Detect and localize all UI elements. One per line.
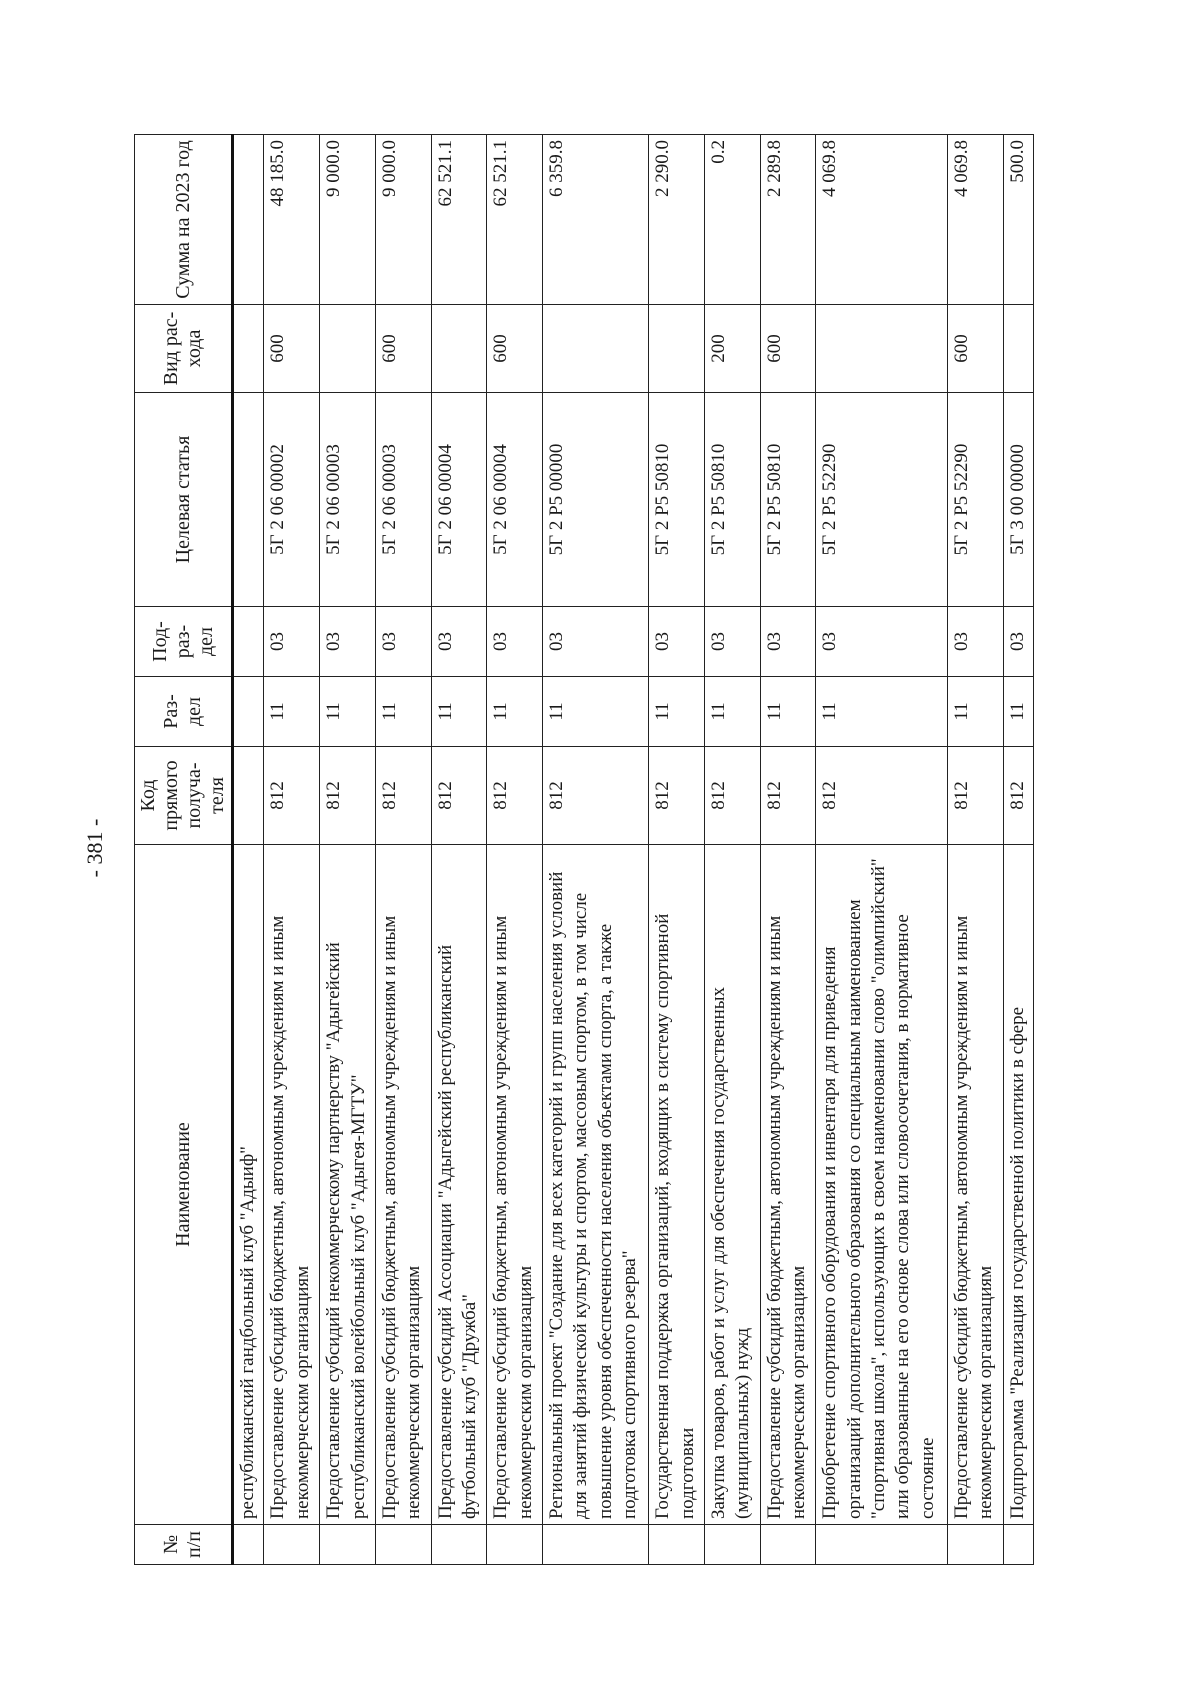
cell-section: 11	[649, 677, 705, 747]
cell-expense-type	[649, 305, 705, 393]
cell-name: Государственная поддержка организаций, входящих в систему спортивной подготовки	[649, 845, 705, 1525]
cell-section: 11	[760, 677, 816, 747]
table-row	[264, 135, 320, 1565]
header-name: Наименование	[135, 845, 233, 1525]
cell-expense-type: 200	[704, 305, 760, 393]
cell-expense-type: 600	[264, 305, 320, 393]
cell-num	[320, 1525, 376, 1565]
cell-section: 11	[375, 677, 431, 747]
cell-recipient-code: 812	[543, 747, 649, 845]
cell-name: Закупка товаров, работ и услуг для обеспечения государственных (муниципальных) нужд	[704, 845, 760, 1525]
cell-subsection: 03	[704, 607, 760, 677]
table-row	[431, 135, 487, 1565]
cell-target-article: 5Г 2 Р5 50810	[649, 393, 705, 607]
cell-amount: 4 069.8	[816, 135, 947, 305]
cell-expense-type	[816, 305, 947, 393]
cell-target-article: 5Г 2 Р5 52290	[816, 393, 947, 607]
cell-section: 11	[816, 677, 947, 747]
cell-amount: 2 289.8	[760, 135, 816, 305]
cell-subsection: 03	[320, 607, 376, 677]
cell-name: Предоставление субсидий бюджетным, автономным учреждениям и иным некоммерческим организациям	[487, 845, 543, 1525]
cell-subsection: 03	[431, 607, 487, 677]
cell-recipient-code	[233, 747, 264, 845]
header-expense-type: Вид рас- хода	[135, 305, 233, 393]
cell-section	[233, 677, 264, 747]
cell-target-article	[233, 393, 264, 607]
cell-recipient-code: 812	[704, 747, 760, 845]
table-body	[233, 135, 1034, 1565]
cell-name: Предоставление субсидий некоммерческому партнерству "Адыгейский республиканский волейбольный клуб "Адыгея-МГТУ"	[320, 845, 376, 1525]
table-row	[816, 135, 947, 1565]
cell-recipient-code: 812	[264, 747, 320, 845]
cell-target-article: 5Г 2 06 00002	[264, 393, 320, 607]
cell-target-article: 5Г 3 00 00000	[1003, 393, 1034, 607]
cell-num	[487, 1525, 543, 1565]
cell-subsection: 03	[816, 607, 947, 677]
cell-recipient-code: 812	[487, 747, 543, 845]
cell-expense-type: 600	[760, 305, 816, 393]
cell-amount: 62 521.1	[431, 135, 487, 305]
table-row	[487, 135, 543, 1565]
rotated-table-container	[134, 135, 1034, 1565]
cell-recipient-code: 812	[320, 747, 376, 845]
cell-num	[1003, 1525, 1034, 1565]
cell-expense-type: 600	[487, 305, 543, 393]
cell-subsection: 03	[649, 607, 705, 677]
table-row	[649, 135, 705, 1565]
cell-num	[947, 1525, 1003, 1565]
cell-amount: 500.0	[1003, 135, 1034, 305]
table-row	[704, 135, 760, 1565]
cell-num	[543, 1525, 649, 1565]
cell-subsection: 03	[760, 607, 816, 677]
cell-subsection: 03	[487, 607, 543, 677]
cell-subsection: 03	[264, 607, 320, 677]
cell-recipient-code: 812	[760, 747, 816, 845]
cell-target-article: 5Г 2 Р5 50810	[760, 393, 816, 607]
cell-expense-type	[320, 305, 376, 393]
cell-target-article: 5Г 2 06 00004	[431, 393, 487, 607]
cell-subsection: 03	[375, 607, 431, 677]
cell-amount: 2 290.0	[649, 135, 705, 305]
cell-recipient-code: 812	[431, 747, 487, 845]
cell-num	[375, 1525, 431, 1565]
header-subsection: Под- раз- дел	[135, 607, 233, 677]
cell-recipient-code: 812	[375, 747, 431, 845]
cell-num	[816, 1525, 947, 1565]
table-header-row	[135, 135, 233, 1565]
table-row	[320, 135, 376, 1565]
budget-table	[134, 134, 1034, 1565]
cell-target-article: 5Г 2 06 00003	[320, 393, 376, 607]
cell-expense-type: 600	[947, 305, 1003, 393]
header-amount: Сумма на 2023 год	[135, 135, 233, 305]
cell-amount: 4 069.8	[947, 135, 1003, 305]
cell-name: республиканский гандбольный клуб "Адыиф"	[233, 845, 264, 1525]
cell-subsection: 03	[1003, 607, 1034, 677]
cell-expense-type	[431, 305, 487, 393]
table-row	[947, 135, 1003, 1565]
table-row	[543, 135, 649, 1565]
cell-name: Предоставление субсидий Ассоциации "Адыгейский республиканский футбольный клуб "Дружба"	[431, 845, 487, 1525]
header-num: № п/п	[135, 1525, 233, 1565]
page-number: - 381 -	[82, 818, 107, 878]
cell-expense-type	[233, 305, 264, 393]
cell-amount: 0.2	[704, 135, 760, 305]
cell-target-article: 5Г 2 Р5 52290	[947, 393, 1003, 607]
cell-subsection: 03	[947, 607, 1003, 677]
cell-num	[704, 1525, 760, 1565]
cell-amount: 9 000.0	[320, 135, 376, 305]
cell-section: 11	[543, 677, 649, 747]
cell-amount	[233, 135, 264, 305]
cell-target-article: 5Г 2 Р5 50810	[704, 393, 760, 607]
cell-target-article: 5Г 2 Р5 00000	[543, 393, 649, 607]
cell-amount: 6 359.8	[543, 135, 649, 305]
cell-section: 11	[320, 677, 376, 747]
cell-name: Предоставление субсидий бюджетным, автономным учреждениям и иным некоммерческим организациям	[947, 845, 1003, 1525]
cell-recipient-code: 812	[816, 747, 947, 845]
cell-expense-type: 600	[375, 305, 431, 393]
cell-num	[431, 1525, 487, 1565]
cell-num	[233, 1525, 264, 1565]
cell-recipient-code: 812	[649, 747, 705, 845]
cell-section: 11	[487, 677, 543, 747]
cell-num	[264, 1525, 320, 1565]
cell-target-article: 5Г 2 06 00004	[487, 393, 543, 607]
cell-section: 11	[704, 677, 760, 747]
cell-num	[649, 1525, 705, 1565]
cell-recipient-code: 812	[1003, 747, 1034, 845]
cell-name: Региональный проект "Создание для всех категорий и групп населения условий для занятий физической культуры и спортом, массовым спортом, в том числе повышение уровня обеспеченности населения объектами спорта, а также подготовка спортивного резерва"	[543, 845, 649, 1525]
cell-section: 11	[947, 677, 1003, 747]
cell-name: Предоставление субсидий бюджетным, автономным учреждениям и иным некоммерческим организациям	[375, 845, 431, 1525]
cell-amount: 48 185.0	[264, 135, 320, 305]
cell-subsection	[233, 607, 264, 677]
header-target-article: Целевая статья	[135, 393, 233, 607]
header-recipient-code: Код прямого получа- теля	[135, 747, 233, 845]
cell-amount: 62 521.1	[487, 135, 543, 305]
cell-amount: 9 000.0	[375, 135, 431, 305]
cell-section: 11	[431, 677, 487, 747]
cell-num	[760, 1525, 816, 1565]
header-section: Раз- дел	[135, 677, 233, 747]
cell-expense-type	[1003, 305, 1034, 393]
cell-name: Предоставление субсидий бюджетным, автономным учреждениям и иным некоммерческим организациям	[264, 845, 320, 1525]
cell-target-article: 5Г 2 06 00003	[375, 393, 431, 607]
cell-expense-type	[543, 305, 649, 393]
table-row	[375, 135, 431, 1565]
table-row	[760, 135, 816, 1565]
cell-recipient-code: 812	[947, 747, 1003, 845]
table-row	[1003, 135, 1034, 1565]
cell-name: Приобретение спортивного оборудования и инвентаря для приведения организаций дополнительного образования со специальным наименованием "спортивная школа", использующих в своем наименовании слово "олимпийский" или образованные на его основе слова или словосочетания, в нормативное состояние	[816, 845, 947, 1525]
table-row	[233, 135, 264, 1565]
cell-name: Подпрограмма "Реализация государственной политики в сфере	[1003, 845, 1034, 1525]
cell-section: 11	[264, 677, 320, 747]
cell-name: Предоставление субсидий бюджетным, автономным учреждениям и иным некоммерческим организациям	[760, 845, 816, 1525]
cell-subsection: 03	[543, 607, 649, 677]
cell-section: 11	[1003, 677, 1034, 747]
